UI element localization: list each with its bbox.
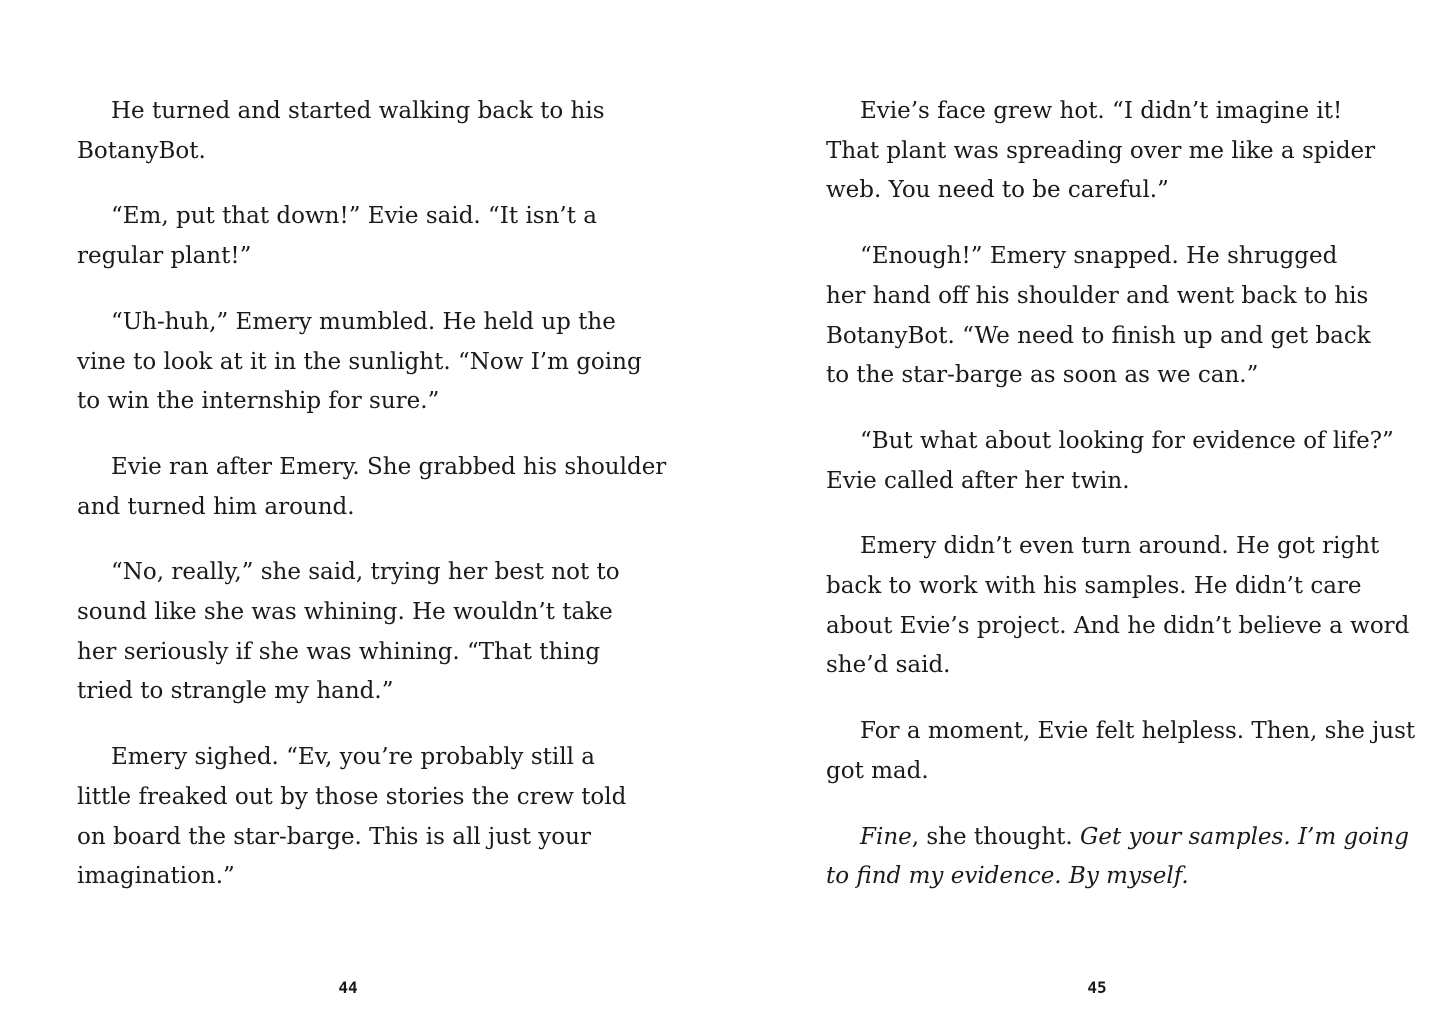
- paragraph: [77, 448, 667, 527]
- paragraph: [77, 553, 637, 712]
- text-line: got mad.: [826, 757, 929, 784]
- paragraph: [826, 527, 1410, 686]
- text-line: regular plant!”: [77, 243, 252, 270]
- paragraph: [826, 237, 1386, 396]
- text-line: sound like she was whining. He wouldn’t take: [77, 599, 613, 626]
- right-page-text: [826, 92, 1416, 923]
- right-page: [722, 0, 1445, 1032]
- text-line: back to work with his samples. He didn’t care: [826, 573, 1362, 600]
- paragraph: [77, 303, 642, 422]
- text-line: Emery sighed. “Ev, you’re probably still a: [111, 744, 595, 771]
- text-line: [826, 818, 1409, 858]
- paragraph: [77, 92, 637, 171]
- text-line: to find my evidence. By myself.: [826, 863, 1189, 890]
- text-line: her seriously if she was whining. “That thing: [77, 638, 601, 665]
- text-line: He turned and started walking back to his: [111, 98, 605, 124]
- italic-text: Get your samples. I’m going: [1080, 823, 1409, 850]
- left-page: [0, 0, 722, 1032]
- text-line: she’d said.: [826, 652, 951, 679]
- text-line: vine to look at it in the sunlight. “Now I’m going: [77, 348, 642, 375]
- text-line: Evie ran after Emery. She grabbed his shoulder: [111, 453, 667, 480]
- text-line: on board the star-barge. This is all just your: [77, 823, 591, 850]
- text-line: “Em, put that down!” Evie said. “It isn’t a: [111, 203, 597, 230]
- left-page-text: [77, 92, 667, 923]
- paragraph: [77, 738, 637, 897]
- text-line: BotanyBot. “We need to finish up and get back: [826, 322, 1371, 349]
- text-line: web. You need to be careful.”: [826, 177, 1169, 204]
- paragraph: [77, 197, 637, 276]
- text-line: tried to strangle my hand.”: [77, 678, 394, 705]
- text-line: “Enough!” Emery snapped. He shrugged: [860, 243, 1338, 270]
- text-line: and turned him around.: [77, 493, 355, 520]
- text-line: imagination.”: [77, 863, 235, 890]
- paragraph: [826, 712, 1416, 791]
- text-line: “Uh-huh,” Emery mumbled. He held up the: [111, 308, 616, 335]
- text-line: For a moment, Evie felt helpless. Then, she just: [860, 718, 1416, 745]
- text-line: her hand off his shoulder and went back to his: [826, 282, 1369, 309]
- paragraph: [826, 422, 1394, 501]
- roman-text: , she thought.: [911, 823, 1081, 850]
- paragraph-final: [826, 818, 1409, 897]
- text-line: to win the internship for sure.”: [77, 388, 440, 415]
- text-line: about Evie’s project. And he didn’t believe a word: [826, 612, 1410, 639]
- page-number-left: 44: [338, 978, 358, 997]
- paragraph: [826, 92, 1386, 211]
- text-line: little freaked out by those stories the crew told: [77, 783, 627, 810]
- italic-text: Fine: [860, 823, 912, 850]
- text-line: Emery didn’t even turn around. He got right: [860, 533, 1380, 560]
- text-line: BotanyBot.: [77, 137, 206, 164]
- text-line: “No, really,” she said, trying her best not to: [111, 559, 620, 586]
- text-line: Evie’s face grew hot. “I didn’t imagine it!: [860, 98, 1343, 124]
- text-line: Evie called after her twin.: [826, 467, 1130, 494]
- page-number-right: 45: [1087, 978, 1107, 997]
- text-line: to the star-barge as soon as we can.”: [826, 362, 1259, 389]
- text-line: “But what about looking for evidence of life?”: [860, 427, 1394, 454]
- text-line: That plant was spreading over me like a spider: [826, 137, 1376, 164]
